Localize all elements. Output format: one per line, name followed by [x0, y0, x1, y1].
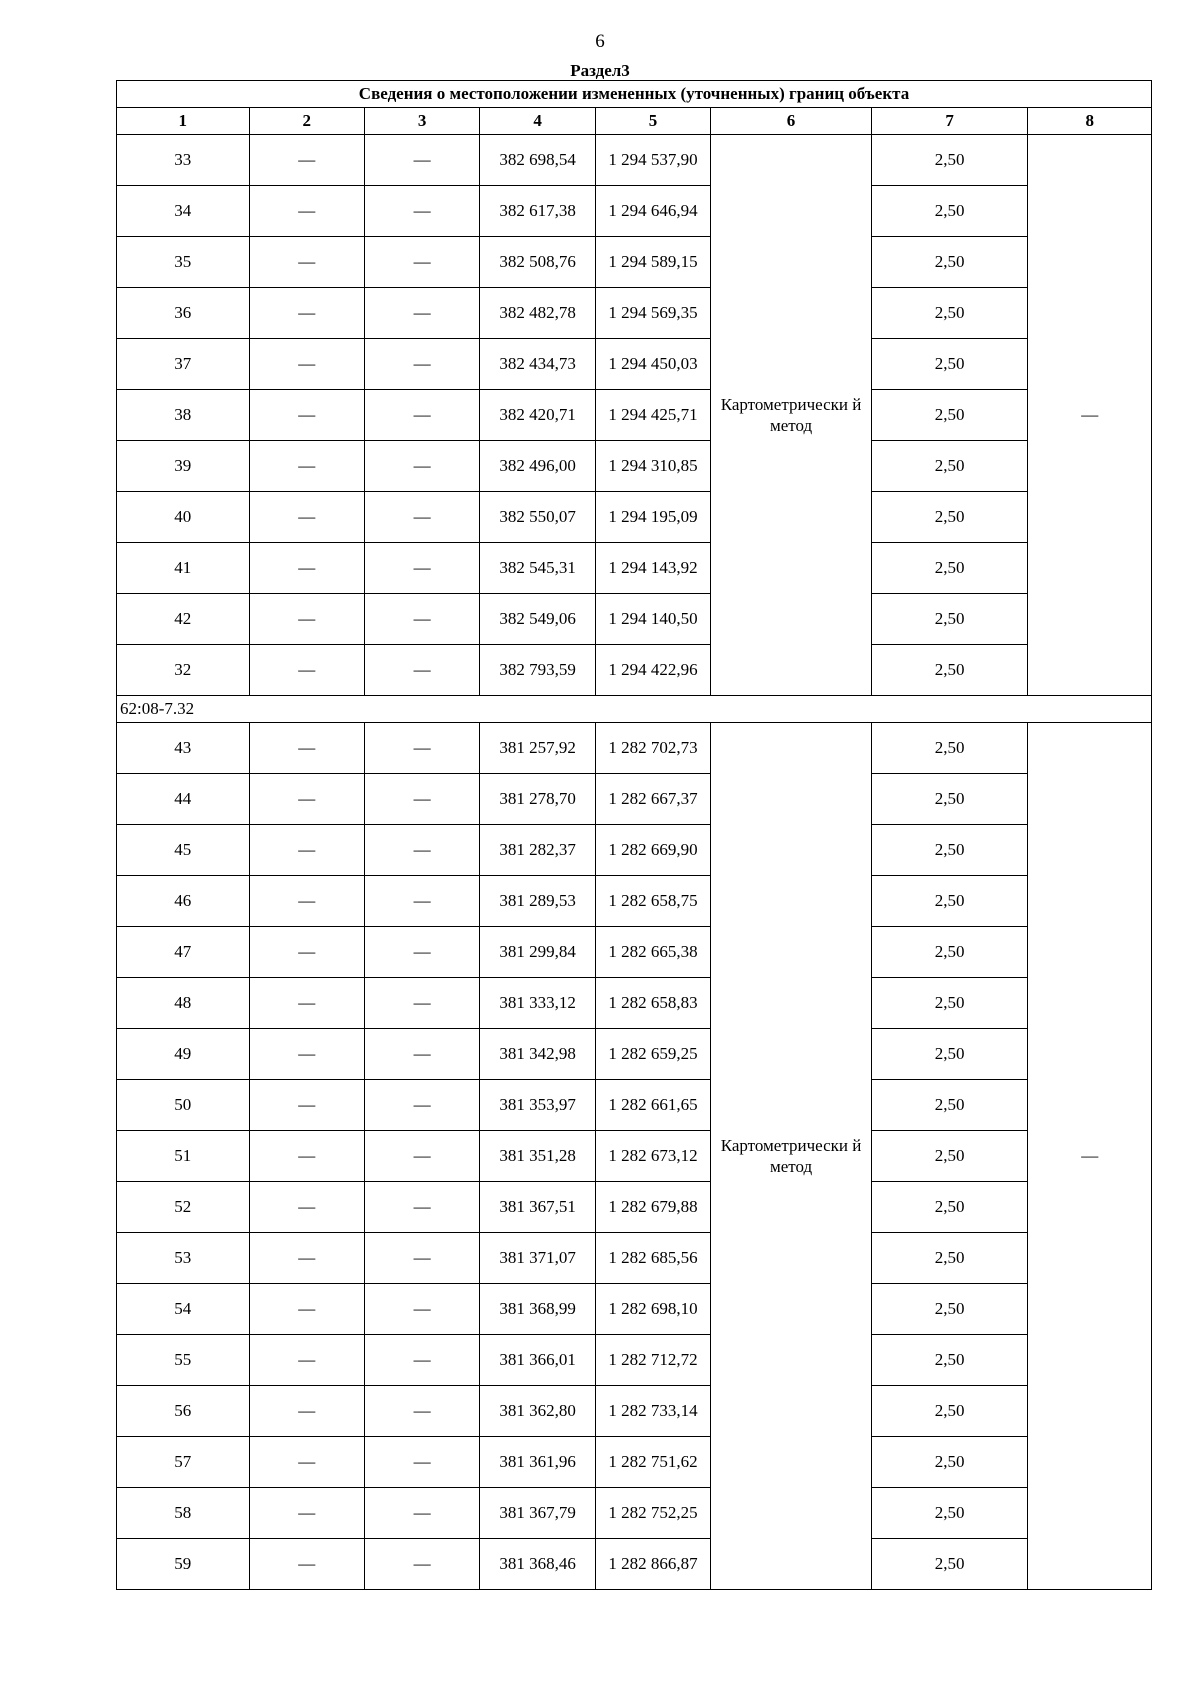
- point-number-cell: 47: [117, 927, 250, 978]
- column-header: 6: [711, 108, 872, 135]
- accuracy-cell: 2,50: [871, 543, 1028, 594]
- x-coordinate-cell: 382 508,76: [480, 237, 595, 288]
- x-coordinate-cell: 381 278,70: [480, 774, 595, 825]
- point-number-cell: 49: [117, 1029, 250, 1080]
- y-coordinate-cell: 1 294 569,35: [595, 288, 710, 339]
- column-3-cell: —: [364, 825, 479, 876]
- accuracy-cell: 2,50: [871, 1335, 1028, 1386]
- point-number-cell: 37: [117, 339, 250, 390]
- point-number-cell: 48: [117, 978, 250, 1029]
- accuracy-cell: 2,50: [871, 594, 1028, 645]
- y-coordinate-cell: 1 294 589,15: [595, 237, 710, 288]
- x-coordinate-cell: 381 368,99: [480, 1284, 595, 1335]
- column-3-cell: —: [364, 645, 479, 696]
- column-2-cell: —: [249, 390, 364, 441]
- column-3-cell: —: [364, 774, 479, 825]
- column-3-cell: —: [364, 1233, 479, 1284]
- column-2-cell: —: [249, 1284, 364, 1335]
- y-coordinate-cell: 1 282 665,38: [595, 927, 710, 978]
- point-number-cell: 43: [117, 723, 250, 774]
- table-row: [117, 1437, 1152, 1488]
- y-coordinate-cell: 1 282 685,56: [595, 1233, 710, 1284]
- column-3-cell: —: [364, 390, 479, 441]
- accuracy-cell: 2,50: [871, 237, 1028, 288]
- table-row: [117, 594, 1152, 645]
- column-header: 2: [249, 108, 364, 135]
- column-3-cell: —: [364, 1539, 479, 1590]
- y-coordinate-cell: 1 282 669,90: [595, 825, 710, 876]
- column-3-cell: —: [364, 186, 479, 237]
- column-2-cell: —: [249, 1488, 364, 1539]
- x-coordinate-cell: 381 361,96: [480, 1437, 595, 1488]
- point-number-cell: 34: [117, 186, 250, 237]
- x-coordinate-cell: 381 289,53: [480, 876, 595, 927]
- column-3-cell: —: [364, 1386, 479, 1437]
- x-coordinate-cell: 381 367,51: [480, 1182, 595, 1233]
- y-coordinate-cell: 1 282 667,37: [595, 774, 710, 825]
- accuracy-cell: 2,50: [871, 723, 1028, 774]
- column-2-cell: —: [249, 339, 364, 390]
- x-coordinate-cell: 381 371,07: [480, 1233, 595, 1284]
- column-header: 5: [595, 108, 710, 135]
- table-row: [117, 1284, 1152, 1335]
- note-cell: —: [1028, 135, 1152, 696]
- column-3-cell: —: [364, 594, 479, 645]
- column-2-cell: —: [249, 1437, 364, 1488]
- table-row: [117, 825, 1152, 876]
- y-coordinate-cell: 1 282 866,87: [595, 1539, 710, 1590]
- x-coordinate-cell: 382 793,59: [480, 645, 595, 696]
- accuracy-cell: 2,50: [871, 978, 1028, 1029]
- y-coordinate-cell: 1 282 658,83: [595, 978, 710, 1029]
- y-coordinate-cell: 1 294 140,50: [595, 594, 710, 645]
- column-3-cell: —: [364, 927, 479, 978]
- column-2-cell: —: [249, 645, 364, 696]
- column-3-cell: —: [364, 492, 479, 543]
- x-coordinate-cell: 382 545,31: [480, 543, 595, 594]
- accuracy-cell: 2,50: [871, 288, 1028, 339]
- point-number-cell: 33: [117, 135, 250, 186]
- x-coordinate-cell: 381 362,80: [480, 1386, 595, 1437]
- section-title: Раздел3: [570, 61, 630, 80]
- y-coordinate-cell: 1 282 698,10: [595, 1284, 710, 1335]
- boundary-table: [116, 80, 1152, 1590]
- column-2-cell: —: [249, 1539, 364, 1590]
- x-coordinate-cell: 381 333,12: [480, 978, 595, 1029]
- table-row: [117, 1386, 1152, 1437]
- column-3-cell: —: [364, 237, 479, 288]
- column-3-cell: —: [364, 543, 479, 594]
- table-row: [117, 441, 1152, 492]
- x-coordinate-cell: 381 257,92: [480, 723, 595, 774]
- x-coordinate-cell: 381 351,28: [480, 1131, 595, 1182]
- accuracy-cell: 2,50: [871, 339, 1028, 390]
- table-row: [117, 1182, 1152, 1233]
- y-coordinate-cell: 1 282 733,14: [595, 1386, 710, 1437]
- table-row: [117, 288, 1152, 339]
- column-2-cell: —: [249, 1386, 364, 1437]
- point-number-cell: 51: [117, 1131, 250, 1182]
- column-2-cell: —: [249, 1131, 364, 1182]
- point-number-cell: 32: [117, 645, 250, 696]
- table-row: [117, 186, 1152, 237]
- accuracy-cell: 2,50: [871, 1284, 1028, 1335]
- table-row: [117, 1539, 1152, 1590]
- x-coordinate-cell: 382 549,06: [480, 594, 595, 645]
- y-coordinate-cell: 1 294 143,92: [595, 543, 710, 594]
- x-coordinate-cell: 382 617,38: [480, 186, 595, 237]
- y-coordinate-cell: 1 282 751,62: [595, 1437, 710, 1488]
- page-number: 6: [595, 31, 605, 52]
- accuracy-cell: 2,50: [871, 1029, 1028, 1080]
- column-3-cell: —: [364, 1131, 479, 1182]
- accuracy-cell: 2,50: [871, 1131, 1028, 1182]
- table-row: [117, 390, 1152, 441]
- accuracy-cell: 2,50: [871, 1386, 1028, 1437]
- x-coordinate-cell: 382 434,73: [480, 339, 595, 390]
- x-coordinate-cell: 381 366,01: [480, 1335, 595, 1386]
- y-coordinate-cell: 1 282 673,12: [595, 1131, 710, 1182]
- point-number-cell: 46: [117, 876, 250, 927]
- point-number-cell: 40: [117, 492, 250, 543]
- x-coordinate-cell: 381 299,84: [480, 927, 595, 978]
- y-coordinate-cell: 1 282 659,25: [595, 1029, 710, 1080]
- group-label: 62:08-7.32: [117, 696, 1152, 723]
- point-number-cell: 53: [117, 1233, 250, 1284]
- point-number-cell: 55: [117, 1335, 250, 1386]
- accuracy-cell: 2,50: [871, 390, 1028, 441]
- column-3-cell: —: [364, 1284, 479, 1335]
- x-coordinate-cell: 381 353,97: [480, 1080, 595, 1131]
- table-row: [117, 543, 1152, 594]
- group-label-row: [117, 696, 1152, 723]
- table-row: [117, 492, 1152, 543]
- y-coordinate-cell: 1 282 661,65: [595, 1080, 710, 1131]
- column-header: 7: [871, 108, 1028, 135]
- column-header: 3: [364, 108, 479, 135]
- point-number-cell: 42: [117, 594, 250, 645]
- column-2-cell: —: [249, 1233, 364, 1284]
- y-coordinate-cell: 1 282 712,72: [595, 1335, 710, 1386]
- column-3-cell: —: [364, 876, 479, 927]
- table-row: [117, 774, 1152, 825]
- table-row: [117, 237, 1152, 288]
- accuracy-cell: 2,50: [871, 825, 1028, 876]
- column-2-cell: —: [249, 1335, 364, 1386]
- table-row: [117, 1080, 1152, 1131]
- point-number-cell: 45: [117, 825, 250, 876]
- point-number-cell: 38: [117, 390, 250, 441]
- column-3-cell: —: [364, 1488, 479, 1539]
- method-cell: Картометрически й метод: [711, 135, 872, 696]
- column-2-cell: —: [249, 1029, 364, 1080]
- method-cell: Картометрически й метод: [711, 723, 872, 1590]
- column-3-cell: —: [364, 1080, 479, 1131]
- point-number-cell: 50: [117, 1080, 250, 1131]
- column-3-cell: —: [364, 723, 479, 774]
- column-2-cell: —: [249, 927, 364, 978]
- accuracy-cell: 2,50: [871, 186, 1028, 237]
- point-number-cell: 58: [117, 1488, 250, 1539]
- table-row: [117, 1335, 1152, 1386]
- y-coordinate-cell: 1 282 658,75: [595, 876, 710, 927]
- column-2-cell: —: [249, 288, 364, 339]
- column-3-cell: —: [364, 978, 479, 1029]
- column-3-cell: —: [364, 339, 479, 390]
- table-row: [117, 1029, 1152, 1080]
- column-3-cell: —: [364, 288, 479, 339]
- y-coordinate-cell: 1 294 310,85: [595, 441, 710, 492]
- point-number-cell: 59: [117, 1539, 250, 1590]
- column-2-cell: —: [249, 186, 364, 237]
- column-2-cell: —: [249, 1182, 364, 1233]
- y-coordinate-cell: 1 282 702,73: [595, 723, 710, 774]
- column-3-cell: —: [364, 441, 479, 492]
- table-row: [117, 978, 1152, 1029]
- point-number-cell: 44: [117, 774, 250, 825]
- column-3-cell: —: [364, 1182, 479, 1233]
- x-coordinate-cell: 382 482,78: [480, 288, 595, 339]
- accuracy-cell: 2,50: [871, 774, 1028, 825]
- column-3-cell: —: [364, 1437, 479, 1488]
- x-coordinate-cell: 381 342,98: [480, 1029, 595, 1080]
- accuracy-cell: 2,50: [871, 1488, 1028, 1539]
- table-row: [117, 927, 1152, 978]
- column-2-cell: —: [249, 876, 364, 927]
- point-number-cell: 56: [117, 1386, 250, 1437]
- x-coordinate-cell: 381 367,79: [480, 1488, 595, 1539]
- column-3-cell: —: [364, 1029, 479, 1080]
- x-coordinate-cell: 382 496,00: [480, 441, 595, 492]
- table-caption-row: [117, 81, 1152, 108]
- accuracy-cell: 2,50: [871, 492, 1028, 543]
- y-coordinate-cell: 1 294 422,96: [595, 645, 710, 696]
- accuracy-cell: 2,50: [871, 1233, 1028, 1284]
- column-2-cell: —: [249, 1080, 364, 1131]
- column-header-row: [117, 108, 1152, 135]
- y-coordinate-cell: 1 294 537,90: [595, 135, 710, 186]
- column-2-cell: —: [249, 492, 364, 543]
- accuracy-cell: 2,50: [871, 645, 1028, 696]
- accuracy-cell: 2,50: [871, 1539, 1028, 1590]
- table-caption: Сведения о местоположении измененных (уточненных) границ объекта: [117, 81, 1152, 108]
- point-number-cell: 35: [117, 237, 250, 288]
- table-row: [117, 135, 1152, 186]
- x-coordinate-cell: 382 420,71: [480, 390, 595, 441]
- accuracy-cell: 2,50: [871, 927, 1028, 978]
- accuracy-cell: 2,50: [871, 876, 1028, 927]
- column-2-cell: —: [249, 978, 364, 1029]
- point-number-cell: 52: [117, 1182, 250, 1233]
- column-2-cell: —: [249, 237, 364, 288]
- column-2-cell: —: [249, 774, 364, 825]
- y-coordinate-cell: 1 282 679,88: [595, 1182, 710, 1233]
- y-coordinate-cell: 1 294 646,94: [595, 186, 710, 237]
- column-2-cell: —: [249, 543, 364, 594]
- column-3-cell: —: [364, 1335, 479, 1386]
- point-number-cell: 36: [117, 288, 250, 339]
- x-coordinate-cell: 382 550,07: [480, 492, 595, 543]
- column-header: 4: [480, 108, 595, 135]
- accuracy-cell: 2,50: [871, 135, 1028, 186]
- column-header: 1: [117, 108, 250, 135]
- point-number-cell: 39: [117, 441, 250, 492]
- column-2-cell: —: [249, 723, 364, 774]
- y-coordinate-cell: 1 294 195,09: [595, 492, 710, 543]
- point-number-cell: 41: [117, 543, 250, 594]
- column-2-cell: —: [249, 825, 364, 876]
- table-row: [117, 1131, 1152, 1182]
- note-cell: —: [1028, 723, 1152, 1590]
- table-row: [117, 1488, 1152, 1539]
- table-row: [117, 876, 1152, 927]
- accuracy-cell: 2,50: [871, 1080, 1028, 1131]
- table-row: [117, 1233, 1152, 1284]
- accuracy-cell: 2,50: [871, 1437, 1028, 1488]
- point-number-cell: 54: [117, 1284, 250, 1335]
- point-number-cell: 57: [117, 1437, 250, 1488]
- table-row: [117, 645, 1152, 696]
- table-row: [117, 723, 1152, 774]
- x-coordinate-cell: 381 282,37: [480, 825, 595, 876]
- column-2-cell: —: [249, 441, 364, 492]
- accuracy-cell: 2,50: [871, 441, 1028, 492]
- column-2-cell: —: [249, 135, 364, 186]
- x-coordinate-cell: 381 368,46: [480, 1539, 595, 1590]
- y-coordinate-cell: 1 294 450,03: [595, 339, 710, 390]
- y-coordinate-cell: 1 282 752,25: [595, 1488, 710, 1539]
- x-coordinate-cell: 382 698,54: [480, 135, 595, 186]
- column-header: 8: [1028, 108, 1152, 135]
- table-row: [117, 339, 1152, 390]
- accuracy-cell: 2,50: [871, 1182, 1028, 1233]
- y-coordinate-cell: 1 294 425,71: [595, 390, 710, 441]
- column-3-cell: —: [364, 135, 479, 186]
- column-2-cell: —: [249, 594, 364, 645]
